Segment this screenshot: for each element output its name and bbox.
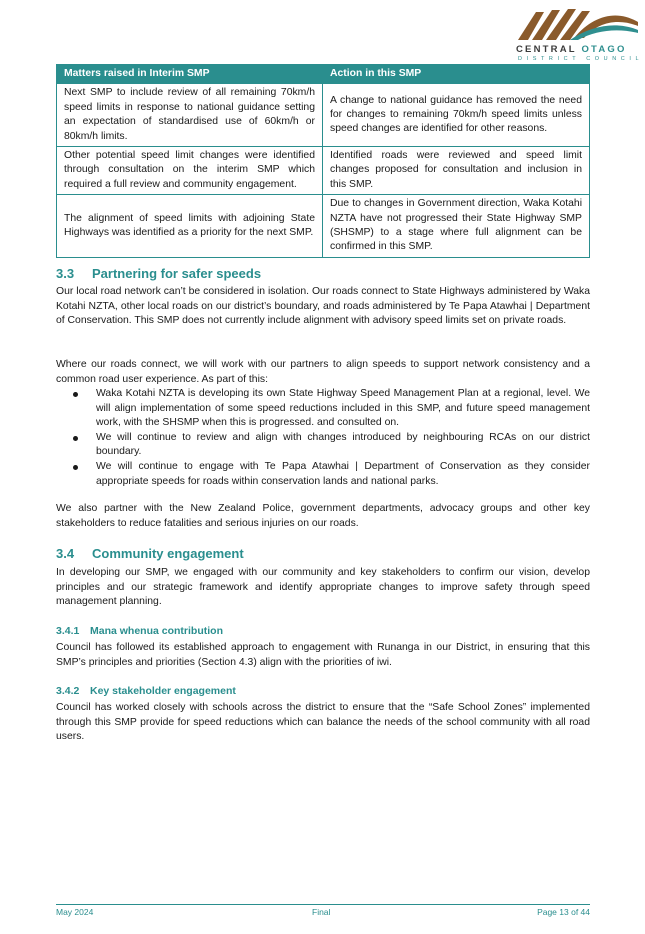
mountain-logo-icon (514, 6, 640, 44)
section-heading-3-4 (56, 546, 244, 561)
list-item (56, 387, 590, 431)
logo-word-central: CENTRAL (516, 44, 577, 55)
table-row (57, 84, 590, 147)
list-item (56, 431, 590, 460)
table-cell: Other potential speed limit changes were identified through consultation on the interim SMP which required a full review and community engagement. (57, 147, 323, 195)
paragraph: Council has followed its established approach to engagement with Runanga in our District, in ensuring that this SMP’s principles and priorities (Section 4.3) align with the priorities of iwi. (56, 642, 590, 668)
footer-page-number: Page 13 of 44 (537, 907, 590, 917)
footer-date: May 2024 (56, 907, 94, 917)
table-cell: Due to changes in Government direction, Waka Kotahi NZTA have not progressed their State Highway SMP (SHSMP) to a stage where full alignment can be confirmed in this SMP. (323, 195, 590, 258)
paragraph: In developing our SMP, we engaged with our community and key stakeholders to confirm our vision, develop principles and our strategic framework and identify appropriate changes to improve safety through speed management planning. (56, 567, 590, 608)
footer-divider (56, 904, 590, 905)
section-number: 3.4.2 (56, 685, 80, 697)
section-number: 3.4.1 (56, 625, 80, 637)
table-cell: Identified roads were reviewed and speed limit changes proposed for consultation and inclusion in this SMP. (323, 147, 590, 195)
logo-subtitle: DISTRICT COUNCIL (518, 56, 644, 62)
bullet-icon (73, 392, 78, 397)
table-row (57, 147, 590, 195)
section-title: Partnering for safer speeds (92, 266, 262, 281)
section-title: Community engagement (92, 546, 244, 561)
bullet-icon (73, 465, 78, 470)
table-header-matters: Matters raised in Interim SMP (57, 65, 323, 84)
paragraph: Our local road network can’t be considered in isolation. Our roads connect to State Highways administered by Waka Kotahi NZTA, other local roads on our district’s boundary, and roads administered by Te Papa Atawhai | Department of Conservation. This SMP does not currently include alignment with advisory speed limits set on private roads. (56, 286, 590, 327)
logo-word-otago: OTAGO (581, 44, 627, 55)
table-header-action: Action in this SMP (323, 65, 590, 84)
bullet-icon (73, 436, 78, 441)
table-cell: The alignment of speed limits with adjoining State Highways was identified as a priority for the next SMP. (57, 195, 323, 258)
footer-status: Final (312, 907, 331, 917)
section-heading-3-3 (56, 266, 261, 281)
subsection-heading-3-4-2 (56, 685, 236, 697)
section-title: Key stakeholder engagement (90, 685, 236, 697)
table-header-row (57, 65, 590, 84)
list-item-text: We will continue to engage with Te Papa Atawhai | Department of Conservation as they consider appropriate speeds for roads within conservation lands and national parks. (96, 460, 590, 487)
paragraph: We also partner with the New Zealand Police, government departments, advocacy groups and other key stakeholders to reduce fatalities and serious injuries on our roads. (56, 503, 590, 529)
subsection-heading-3-4-1 (56, 625, 223, 637)
list-item (56, 460, 590, 489)
paragraph: Where our roads connect, we will work with our partners to align speeds to support network consistency and a common road user experience. As part of this: (56, 359, 590, 385)
paragraph: Council has worked closely with schools across the district to ensure that the “Safe School Zones” implemented through this SMP provide for speed reductions which can balance the needs of the school community with all road users. (56, 702, 590, 743)
section-number: 3.4 (56, 546, 75, 561)
council-logo (514, 6, 644, 62)
logo-wordmark (516, 44, 627, 55)
table-row (57, 195, 590, 258)
section-title: Mana whenua contribution (90, 625, 223, 637)
table-cell: A change to national guidance has removed the need for changes to remaining 70km/h speed limits unless speed changes are identified for other reasons. (323, 84, 590, 147)
list-item-text: Waka Kotahi NZTA is developing its own State Highway Speed Management Plan at a regional, level. We will align implementation of some speed reductions included in this SMP, and future speed management work, with the SHSMP when this is progressed. and consulted on. (96, 388, 590, 429)
table-cell: Next SMP to include review of all remaining 70km/h speed limits in response to national guidance setting an expectation of standardised use of 60km/h or 80km/h limits. (57, 84, 323, 147)
interim-smp-table (56, 64, 590, 258)
section-number: 3.3 (56, 266, 75, 281)
list-item-text: We will continue to review and align with changes introduced by neighbouring RCAs on our district boundary. (96, 431, 590, 458)
bullet-list (56, 387, 590, 489)
